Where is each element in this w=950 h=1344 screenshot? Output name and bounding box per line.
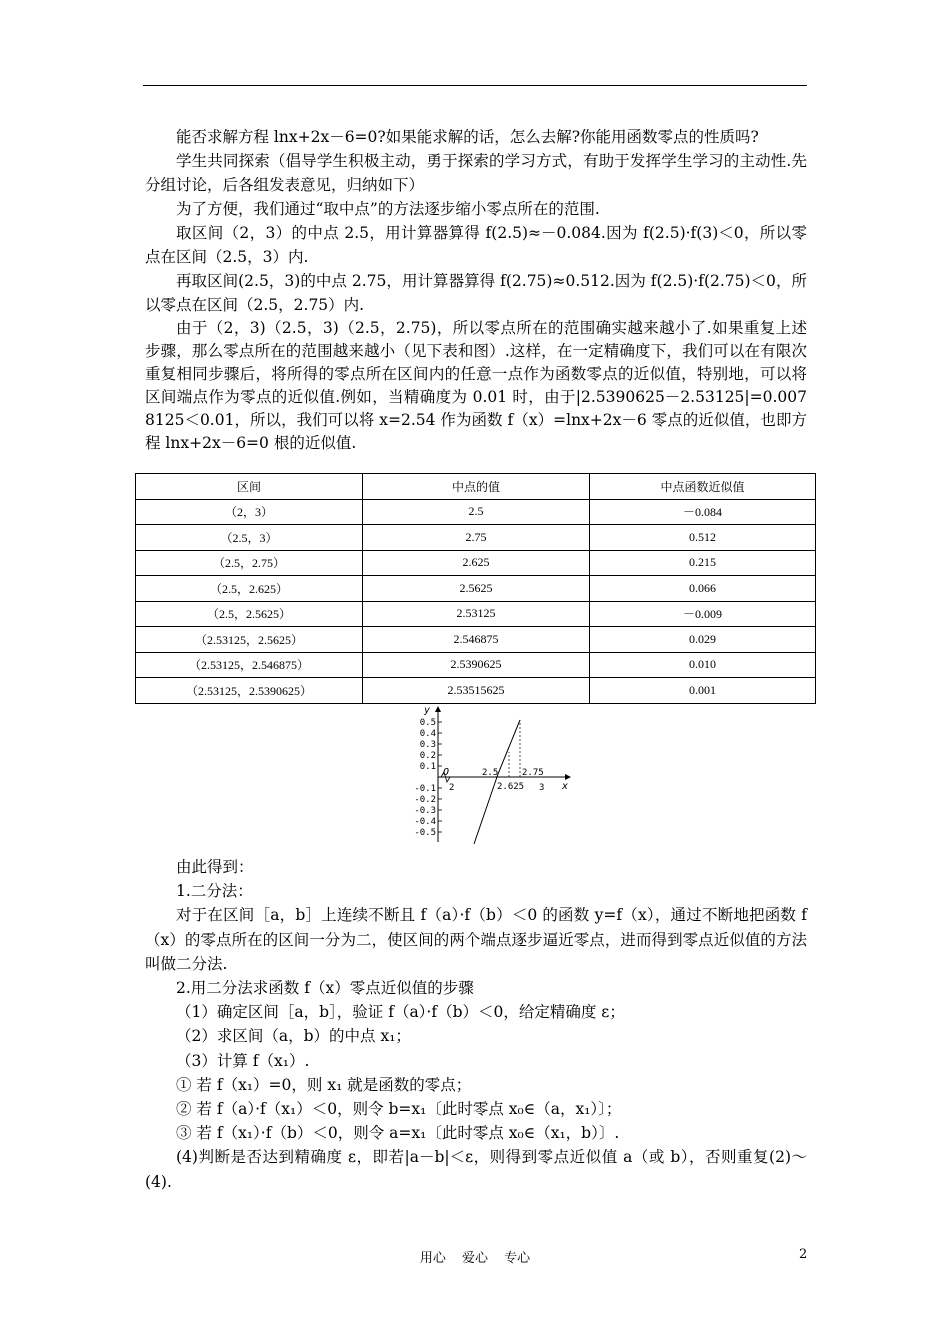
table-row [136,576,816,602]
table-cell: （2.53125，2.546875） [136,652,363,678]
table-cell: 2.75 [363,525,590,551]
y-tick-label: -0.1 [414,784,436,794]
x-axis-label: x [562,781,569,792]
y-tick-label: 0.4 [419,729,436,739]
table-row [136,627,816,653]
paragraph: 能否求解方程 lnx+2x－6=0?如果能求解的话，怎么去解?你能用函数零点的性质吗? [176,128,759,146]
y-tick-label: 0.5 [419,718,436,728]
table-cell: 0.001 [590,678,816,704]
y-tick-label: -0.2 [414,795,436,805]
definition-text: 对于在区间［a，b］上连续不断且 f（a）·f（b）＜0 的函数 y=f（x），通过不断地把函数 f（x）的零点所在的区间一分为二，使区间的两个端点逐步逼近零点，进而得到零点近似值的方法叫做二分法. [145,906,807,973]
paragraph: 学生共同探索（倡导学生积极主动，勇于探索的学习方式，有助于发挥学生学习的主动性.先分组讨论，后各组发表意见，归纳如下） [145,152,807,194]
step-item: ③ 若 f（x₁）·f（b）＜0，则令 a=x₁〔此时零点 x₀∈（x₁，b）〕. [176,1124,620,1143]
table-cell: （2.5，2.75） [136,550,363,576]
table-cell: 2.5625 [363,576,590,602]
paragraph: 由于（2，3)（2.5，3)（2.5，2.75)，所以零点所在的范围确实越来越小了.如果重复上述步骤，那么零点所在的范围越来越小（见下表和图）.这样，在一定精确度下，我们可以在有限次重复相同步骤后，将所得的零点所在区间内的任意一点作为函数零点的近似值，特别地，可以将区间端点作为零点的近似值.例如，当精确度为 0.01 时，由于|2.5390625－2.53125|=0.0078125＜0.01，所以，我们可以将 x=2.54 作为函数 f（x）=lnx+2x－6 零点的近似值，也即方程 lnx+2x－6=0 根的近似值. [145,319,807,452]
y-tick-label: 0.3 [419,740,436,750]
table-cell: （2.5，2.5625） [136,601,363,627]
method-section [145,855,807,1194]
step-item: ② 若 f（a）·f（x₁）＜0，则令 b=x₁〔此时零点 x₀∈（a，x₁）〕； [176,1100,622,1119]
table-row [136,652,816,678]
table-cell: 2.5 [363,499,590,525]
table-row [136,499,816,525]
table-cell: （2.53125，2.5625） [136,627,363,653]
table-cell: （2.5，2.625） [136,576,363,602]
column-header: 中点的值 [363,474,590,500]
paragraph: 再取区间(2.5，3)的中点 2.75，用计算器算得 f(2.75)≈0.512.因为 f(2.5)·f(2.75)＜0，所以零点在区间（2.5，2.75）内. [145,272,807,314]
table-cell: 0.512 [590,525,816,551]
paragraph: 为了方便，我们通过“取中点”的方法逐步缩小零点所在的范围. [176,200,600,218]
step-item: （3）计算 f（x₁）. [176,1051,310,1070]
function-graph [412,704,572,846]
x-tick-label: 2.5 [482,768,499,778]
column-header: 区间 [136,474,363,500]
header-rule [143,85,807,86]
table-row [136,601,816,627]
y-tick-label: -0.3 [414,806,436,816]
section-heading: 1.二分法： [176,882,253,901]
table-cell: （2.5，3） [136,525,363,551]
x-tick-label: 2.75 [522,768,544,778]
table-cell: －0.084 [590,499,816,525]
paragraph: 取区间（2，3）的中点 2.5，用计算器算得 f(2.5)≈－0.084.因为 f(2.5)·f(3)＜0，所以零点在区间（2.5，3）内. [145,224,807,266]
intro-text: 由此得到： [176,858,254,876]
main-text [145,125,807,455]
table-cell: （2，3） [136,499,363,525]
y-tick-label: 0.2 [419,751,436,761]
y-tick-label: -0.5 [414,828,436,838]
table-row [136,678,816,704]
step-item: ① 若 f（x₁）=0，则 x₁ 就是函数的零点； [176,1075,472,1094]
y-tick-label: 0.1 [419,762,436,772]
table-cell: 0.066 [590,576,816,602]
table-cell: 2.625 [363,550,590,576]
column-header: 中点函数近似值 [590,474,816,500]
table-row [136,525,816,551]
table-cell: 0.010 [590,652,816,678]
page-number: 2 [799,1247,808,1262]
step-item: （2）求区间（a，b）的中点 x₁； [176,1027,411,1046]
table-cell: 2.53125 [363,601,590,627]
step-item: (4)判断是否达到精确度 ε，即若|a－b|＜ε，则得到零点近似值 a（或 b），否则重复(2)～(4). [145,1148,807,1191]
footer-motto: 用心 爱心 专心 [419,1251,531,1266]
table-cell: （2.53125，2.5390625） [136,678,363,704]
y-axis-label: y [424,705,431,716]
x-tick-label: 3 [539,783,545,793]
table-cell: 0.029 [590,627,816,653]
table-cell: －0.009 [590,601,816,627]
table-cell: 2.546875 [363,627,590,653]
y-tick-label: -0.4 [414,817,436,827]
origin-label: O [443,767,450,778]
step-item: （1）确定区间［a，b］，验证 f（a）·f（b）＜0，给定精确度 ε； [176,1003,625,1022]
x-tick-label: 2.625 [497,782,525,792]
table-header-row [136,474,816,500]
table-cell: 2.53515625 [363,678,590,704]
table-cell: 0.215 [590,550,816,576]
table-cell: 2.5390625 [363,652,590,678]
section-heading: 2.用二分法求函数 f（x）零点近似值的步骤 [176,979,474,998]
table-row [136,550,816,576]
x-tick-label: 2 [449,783,455,793]
bisection-table [135,473,816,704]
